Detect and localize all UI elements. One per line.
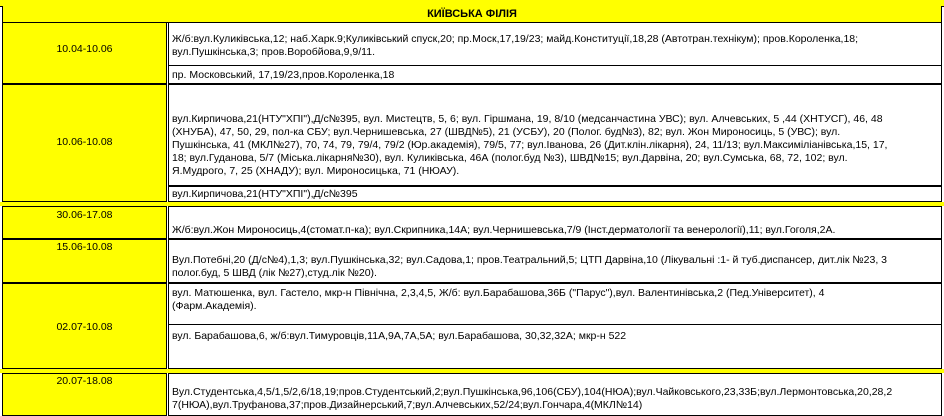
row-addresses [168,22,942,66]
row-date: 10.04-10.06 [2,22,167,84]
address-line: вул. Барабашова,6, ж/б:вул.Тимуровців,11А,9А,7А,5А; вул.Барабашова, 30,32,32А; мкр-н 522 [172,330,627,342]
row-date: 30.06-17.08 [2,206,167,239]
address-line: Пушкінська, 41 (МКЛ№27), 70, 74, 79, 79/4, 79/2 (Юр.академія), 79/5, 77; вул.Іванова, 26 (Дит.клін.лікарня), 24, 11/13; вул.Максиміліанівська,15, 17, [172,139,888,151]
row-addresses [168,239,942,283]
row-addresses-extra [168,324,942,369]
row-date: 02.07-10.08 [2,283,167,369]
address-line: Вул.Потебні,20 (Д/с№4),1,3; вул.Пушкінська,32; вул.Садова,1; пров.Театральний,5; ЦТП Дарвіна,10 (Лікувальні :1- й туб.диспансер, дит.лік №23, 3 [172,254,887,266]
row-addresses [168,84,942,186]
address-line: вул.Кирпичова,21(НТУ"ХПІ"),Д/с№395, вул. Мистецтв, 5, 6; вул. Гіршмана, 19, 8/10 (медсанчастина УВС); вул. Алчевських, 5 ,44 (ХНТУСГ), 46, 48 [172,113,883,125]
address-line: Вул.Студентська,4,5/1,5/2,6/18,19;пров.Студентський,2;вул.Пушкінська,96,106(СБУ),104(НЮА);вул.Чайковського,23,33Б;вул.Лермонтовська,20,28,2 [172,386,893,398]
address-line: 18; вул.Гуданова, 5/7 (Міська.лікарня№30), вул. Куликівська, 46А (полог.буд №3), ШВД№15; вул.Дарвіна, 20; вул.Сумська, 68, 72, 102; вул. [172,152,848,164]
row-addresses [168,373,942,416]
address-line: пр. Московський, 17,19/23,пров.Короленка,18 [172,69,395,81]
address-line: 7(НЮА),вул.Труфанова,37;пров.Дизайнерський,7;вул.Алчевських,52/24;вул.Гончара,4(МКЛ№14) [172,399,643,411]
address-line: вул. Матюшенка, вул. Гастело, мкр-н Північна, 2,3,4,5, Ж/б: вул.Барабашова,36Б ("Парус"),вул. Валентинівська,2 (Пед.Університет), 4 [172,287,825,299]
address-line: (ХНУБА), 47, 50, 29, пол-ка СБУ; вул.Чернишевська, 27 (ШВД№5), 21 (УСБУ), 20 (Полог. буд№3), 82; вул. Жон Мироносиць, 5 (УВС); вул. [172,126,841,138]
row-date: 20.07-18.08 [2,373,167,416]
address-line: Я.Мудрого, 7, 25 (ХНАДУ); вул. Мироносицька, 71 (НЮАУ). [172,165,460,177]
row-addresses-extra [168,186,942,202]
row-addresses [168,206,942,239]
address-line: вул.Кирпичова,21(НТУ"ХПІ"),Д/с№395 [172,188,358,200]
row-addresses [168,283,942,325]
row-date: 15.06-10.08 [2,239,167,283]
address-line: Ж/б:вул.Жон Мироносиць,4(стомат.п-ка); вул.Скрипника,14А; вул.Чернишевська,7/9 (Інст.дерматології та венерології),11; вул.Гоголя,2А. [172,224,836,236]
address-line: Ж/б:вул.Куликівська,12; наб.Харк.9;Куликівський спуск,20; пр.Моск,17,19/23; майд.Конституції,18,28 (Автотран.технікум); пров.Короленка,18; [172,33,859,45]
row-addresses-extra [168,65,942,84]
address-line: полог.буд, 5 ШВД (лік №27),студ.лік №20). [172,267,377,279]
row-date: 10.06-10.08 [2,84,167,202]
branch-header: КИЇВСЬКА ФІЛІЯ [2,6,942,23]
address-line: (Фарм.Академія). [172,300,257,312]
address-line: вул.Пушкінська,3; пров.Воробйова,9,9/11. [172,46,375,58]
